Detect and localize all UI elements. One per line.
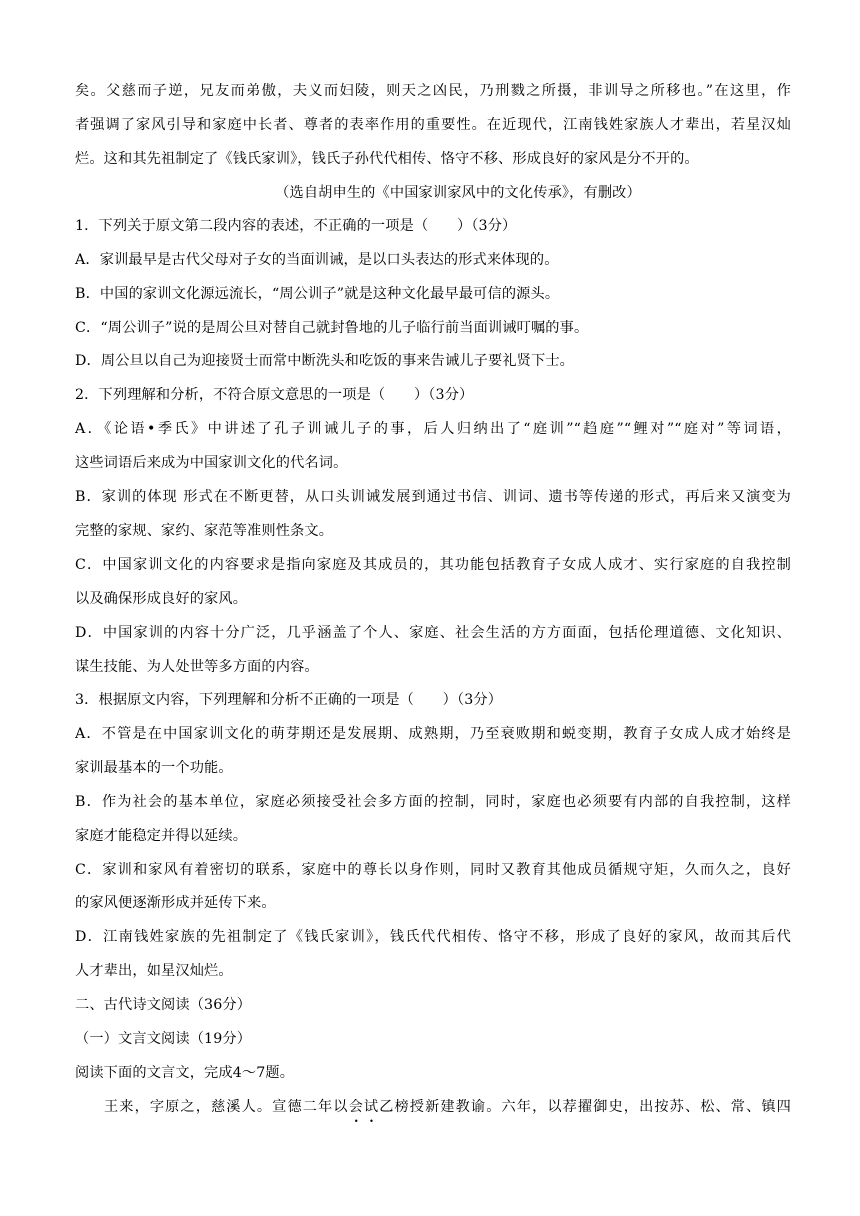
emphasis-char-2: 试 [363,1099,380,1115]
q1-option-b: B．中国的家训文化源远流长，“周公训子”就是这种文化最早最可信的源头。 [75,286,560,302]
q1-option-a: A．家训最早是古代父母对子女的当面训诫，是以口头表达的形式来体现的。 [75,252,559,268]
q3-option-a-line1: A．不管是在中国家训文化的萌芽期还是发展期、成熟期，乃至衰败期和蜕变期，教育子女成人成才始终是 [75,726,791,742]
emphasis-char-1: 会 [348,1099,364,1115]
q2-option-b-line1: B．家训的体现 形式在不断更替，从口头训诫发展到通过书信、训词、遗书等传递的形式，再后来又演变为 [75,489,791,505]
section-heading: 二、古代诗文阅读（36分） [75,997,252,1013]
q2-option-d-line1: D．中国家训的内容十分广泛，几乎涵盖了个人、家庭、社会生活的方方面面，包括伦理道德、文化知识、 [75,625,791,641]
q3-option-c-line2: 的家风便逐渐形成并延传下来。 [75,895,276,911]
q1-stem: 1．下列关于原文第二段内容的表述，不正确的一项是（ ）（3分） [75,218,517,234]
q2-option-d-line2: 谋生技能、为人处世等多方面的内容。 [75,659,319,675]
q2-stem: 2．下列理解和分析，不符合原文意思的一项是（ ）（3分） [75,387,474,403]
passage-line-3: 烂。这和其先祖制定了《钱氏家训》，钱氏子孙代代相传、恪守不移、形成良好的家风是分不开的。 [75,151,699,167]
subsection-heading: （一）文言文阅读（19分） [75,1031,252,1047]
passage-line-1: 矣。父慈而子逆，兄友而弟傲，夫义而妇陵，则天之凶民，乃刑戮之所摄，非训导之所移也。”在这里，作 [75,83,791,99]
classical-text-rest: 乙榜授新建教谕。六年，以荐擢御史，出按苏、松、常、镇四 [379,1099,792,1115]
q3-option-a-line2: 家训最基本的一个功能。 [75,760,233,776]
q3-option-c-line1: C．家训和家风有着密切的联系，家庭中的尊长以身作则，同时又教育其他成员循规守矩，久而久之，良好 [75,862,791,878]
source-note: （选自胡申生的《中国家训家风中的文化传承》，有删改） [275,185,641,201]
classical-text-line [104,1097,791,1117]
q1-option-c: C．“周公训子”说的是周公旦对替自己就封鲁地的儿子临行前当面训诫叮嘱的事。 [75,320,589,336]
q3-option-d-line1: D．江南钱姓家族的先祖制定了《钱氏家训》，钱氏代代相传、恪守不移，形成了良好的家风，故而其后代 [75,929,791,945]
q3-option-d-line2: 人才辈出，如星汉灿烂。 [75,963,233,979]
q2-option-a-line2: 这些词语后来成为中国家训文化的代名词。 [75,455,348,471]
instructions: 阅读下面的文言文，完成4～7题。 [75,1065,295,1081]
q2-option-c-line2: 以及确保形成良好的家风。 [75,591,248,607]
q2-option-b-line2: 完整的家规、家约、家范等准则性条文。 [75,523,334,539]
q3-option-b-line2: 家庭才能稳定并得以延续。 [75,828,248,844]
classical-text-start: 王来，字原之，慈溪人。宣德二年以 [104,1099,349,1115]
q2-option-c-line1: C．中国家训文化的内容要求是指向家庭及其成员的，其功能包括教育子女成人成才、实行家庭的自我控制 [75,557,791,573]
q1-option-d: D．周公旦以自己为迎接贤士而常中断洗头和吃饭的事来告诫儿子要礼贤下士。 [75,353,575,369]
q3-option-b-line1: B．作为社会的基本单位，家庭必须接受社会多方面的控制，同时，家庭也必须要有内部的自我控制，这样 [75,794,791,810]
passage-line-2: 者强调了家风引导和家庭中长者、尊者的表率作用的重要性。在近现代，江南钱姓家族人才辈出，若星汉灿 [75,117,791,133]
q2-option-a-line1: A．《论语•季氏》中讲述了孔子训诫儿子的事，后人归纳出了“庭训”“趋庭”“鲤对”“庭对”等词语， [75,421,791,437]
q3-stem: 3．根据原文内容，下列理解和分析不正确的一项是（ ）（3分） [75,692,503,708]
